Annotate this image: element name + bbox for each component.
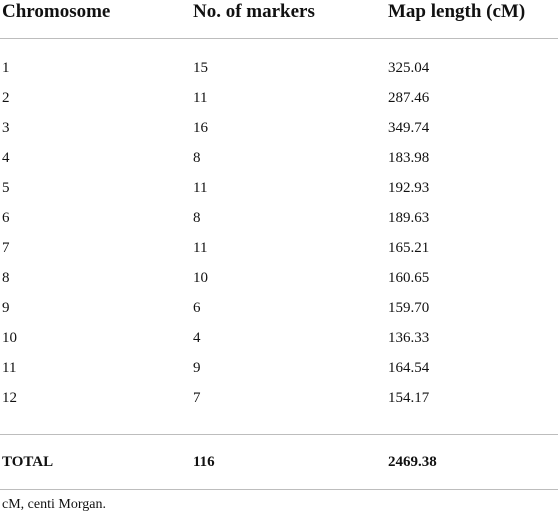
map-length-cell: 183.98	[388, 150, 430, 166]
header-rule	[0, 38, 558, 39]
table-row	[0, 323, 558, 353]
markers-cell: 16	[193, 120, 208, 136]
header-map-length: Map length (cM)	[388, 1, 526, 22]
table-header-row	[0, 0, 558, 38]
chromosome-cell: 5	[2, 180, 10, 196]
markers-cell: 11	[193, 240, 208, 256]
table-row	[0, 233, 558, 263]
table-row	[0, 353, 558, 383]
markers-cell: 4	[193, 330, 201, 346]
map-length-cell: 287.46	[388, 90, 430, 106]
bottom-rule	[0, 489, 558, 490]
table-row	[0, 53, 558, 83]
map-length-cell: 192.93	[388, 180, 430, 196]
chromosome-cell: 6	[2, 210, 10, 226]
chromosome-cell: 4	[2, 150, 10, 166]
map-length-cell: 164.54	[388, 360, 430, 376]
map-length-cell: 189.63	[388, 210, 430, 226]
markers-cell: 11	[193, 180, 208, 196]
table-row	[0, 143, 558, 173]
table-total-row	[0, 447, 558, 477]
markers-cell: 6	[193, 300, 201, 316]
total-map-length: 2469.38	[388, 454, 437, 470]
markers-cell: 8	[193, 210, 201, 226]
map-length-cell: 136.33	[388, 330, 430, 346]
chromosome-cell: 11	[2, 360, 17, 376]
header-chromosome: Chromosome	[2, 1, 111, 22]
markers-cell: 9	[193, 360, 201, 376]
markers-cell: 7	[193, 390, 201, 406]
table-row	[0, 293, 558, 323]
map-length-cell: 165.21	[388, 240, 430, 256]
total-markers: 116	[193, 454, 215, 470]
table-footnote: cM, centi Morgan.	[2, 497, 106, 512]
chromosome-cell: 8	[2, 270, 10, 286]
chromosome-cell: 9	[2, 300, 10, 316]
map-length-cell: 160.65	[388, 270, 430, 286]
chromosome-cell: 3	[2, 120, 10, 136]
map-length-cell: 159.70	[388, 300, 430, 316]
table-row	[0, 263, 558, 293]
chromosome-cell: 10	[2, 330, 17, 346]
table-row	[0, 83, 558, 113]
chromosome-cell: 2	[2, 90, 10, 106]
markers-cell: 10	[193, 270, 208, 286]
table-row	[0, 113, 558, 143]
chromosome-cell: 1	[2, 60, 10, 76]
markers-cell: 11	[193, 90, 208, 106]
table-row	[0, 173, 558, 203]
header-no-of-markers: No. of markers	[193, 1, 315, 22]
table-row	[0, 203, 558, 233]
chromosome-cell: 7	[2, 240, 10, 256]
map-length-cell: 154.17	[388, 390, 430, 406]
map-length-cell: 349.74	[388, 120, 430, 136]
total-rule	[0, 434, 558, 435]
map-length-cell: 325.04	[388, 60, 430, 76]
markers-cell: 8	[193, 150, 201, 166]
table-row	[0, 383, 558, 413]
chromosome-cell: 12	[2, 390, 17, 406]
markers-cell: 15	[193, 60, 208, 76]
total-label: TOTAL	[2, 454, 54, 470]
